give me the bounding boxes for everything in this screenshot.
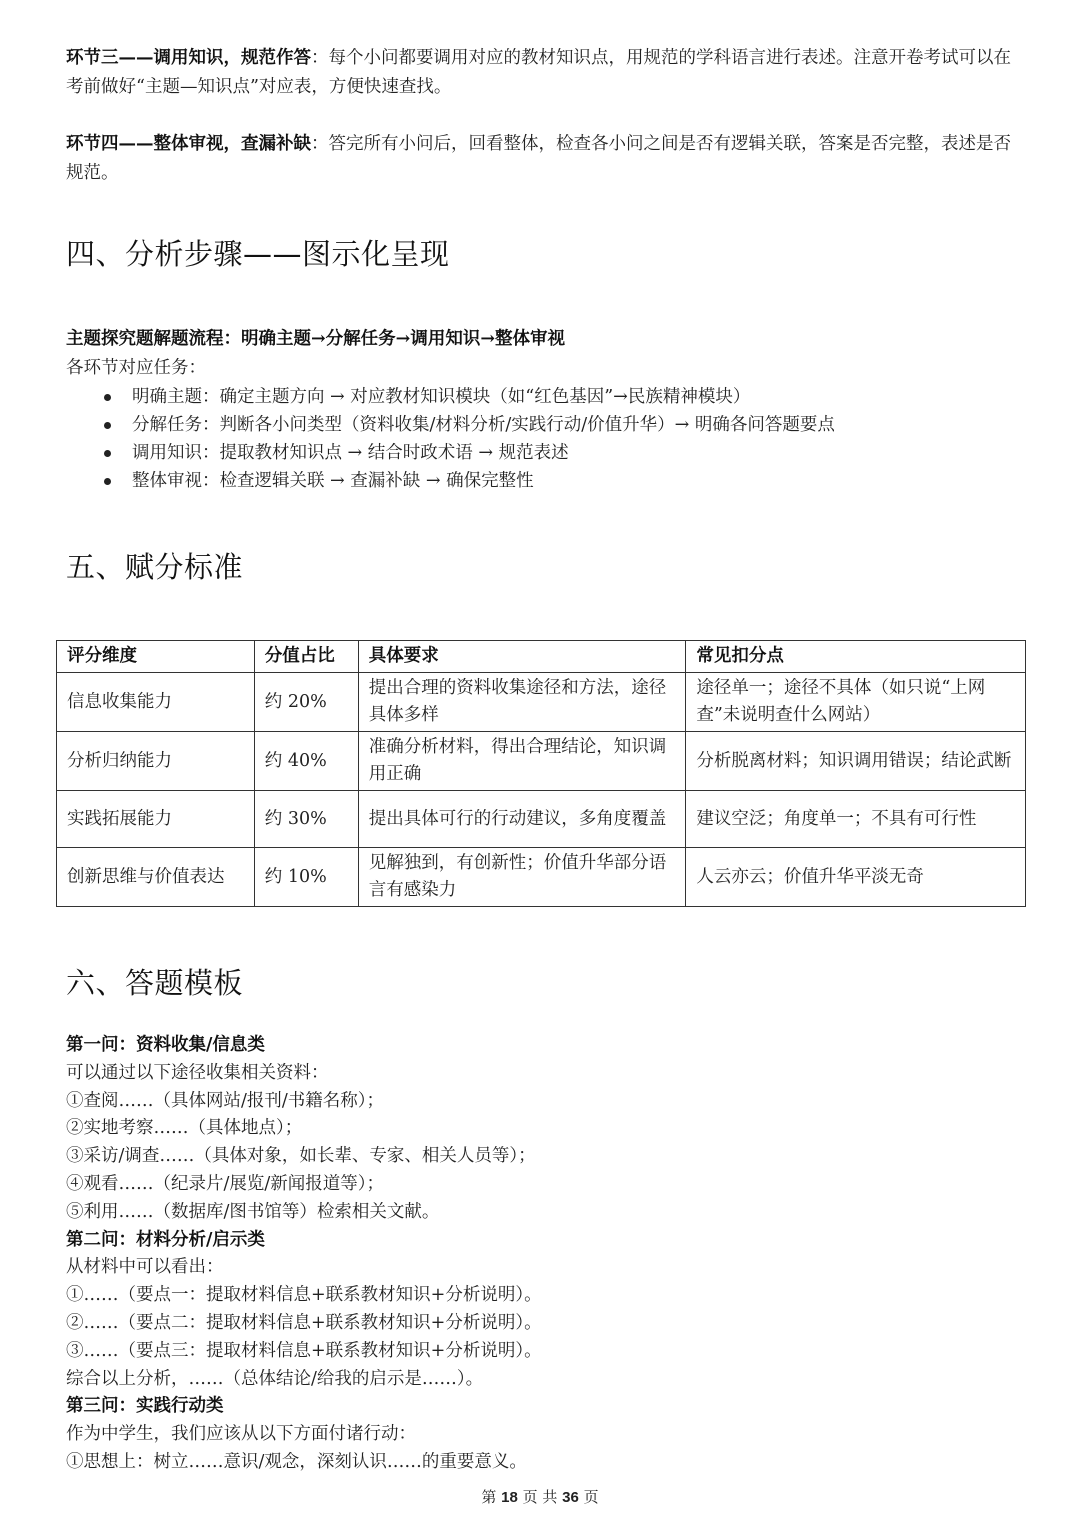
table-cell: 建议空泛；角度单一；不具有可行性	[686, 791, 1026, 848]
answer-template	[66, 1032, 1024, 1477]
current-page-number: 18	[501, 1489, 518, 1506]
template-line: 综合以上分析，……（总体结论/给我的启示是……）。	[66, 1368, 484, 1389]
section6-heading: 六、答题模板	[66, 966, 244, 1000]
table-cell: 提出具体可行的行动建议，多角度覆盖	[358, 791, 686, 848]
footer-suffix: 页	[583, 1488, 599, 1506]
footer-prefix: 第	[481, 1488, 497, 1506]
task-bullet-list	[66, 383, 1024, 495]
template-line: 从材料中可以看出：	[66, 1257, 224, 1278]
footer-mid: 页 共	[522, 1488, 558, 1506]
section5-heading: 五、赋分标准	[66, 550, 244, 584]
template-line: 可以通过以下途径收集相关资料：	[66, 1062, 329, 1083]
table-row	[57, 673, 1026, 732]
template-line: ①查阅……（具体网站/报刊/书籍名称）；	[66, 1090, 385, 1111]
table-cell: 约 10%	[254, 848, 358, 907]
column-header: 评分维度	[57, 641, 255, 673]
column-header: 分值占比	[254, 641, 358, 673]
table-cell: 信息收集能力	[57, 673, 255, 732]
table-cell: 见解独到，有创新性；价值升华部分语言有感染力	[358, 848, 686, 907]
step3-title: 环节三——调用知识，规范作答	[66, 48, 311, 68]
list-item: 明确主题：确定主题方向 → 对应教材知识模块（如“红色基因”→民族精神模块）	[104, 383, 1024, 411]
question3-title: 第三问：实践行动类	[66, 1396, 224, 1417]
template-line: ①……（要点一：提取材料信息+联系教材知识+分析说明）。	[66, 1285, 542, 1306]
table-cell: 约 20%	[254, 673, 358, 732]
step4-text: ：答完所有小问后，回看整体，检查各小问之间是否有逻辑关联，答案是否完整，表述是否规范。	[66, 134, 1011, 183]
template-line: ③……（要点三：提取材料信息+联系教材知识+分析说明）。	[66, 1340, 542, 1361]
step3-paragraph	[66, 44, 1024, 102]
table-cell: 准确分析材料，得出合理结论，知识调用正确	[358, 732, 686, 791]
list-item: 分解任务：判断各小问类型（资料收集/材料分析/实践行动/价值升华）→ 明确各问答题要点	[104, 411, 1024, 439]
table-row	[57, 848, 1026, 907]
total-page-number: 36	[562, 1489, 579, 1506]
document-page	[66, 44, 1024, 1477]
template-line: ⑤利用……（数据库/图书馆等）检索相关文献。	[66, 1201, 440, 1222]
table-cell: 人云亦云；价值升华平淡无奇	[686, 848, 1026, 907]
scoring-table	[56, 640, 1026, 907]
step4-paragraph	[66, 130, 1024, 188]
table-header-row	[57, 641, 1026, 673]
list-item: 调用知识：提取教材知识点 → 结合时政术语 → 规范表述	[104, 439, 1024, 467]
template-line: ②……（要点二：提取材料信息+联系教材知识+分析说明）。	[66, 1312, 542, 1333]
table-cell: 约 30%	[254, 791, 358, 848]
question1-title: 第一问：资料收集/信息类	[66, 1035, 265, 1055]
flow-title: 主题探究题解题流程：明确主题→分解任务→调用知识→整体审视	[66, 329, 565, 349]
step3-text: ：每个小问都要调用对应的教材知识点，用规范的学科语言进行表述。注意开卷考试可以在考前做好“主题—知识点”对应表，方便快速查找。	[66, 48, 1011, 97]
table-cell: 创新思维与价值表达	[57, 848, 255, 907]
table-cell: 提出合理的资料收集途径和方法，途径具体多样	[358, 673, 686, 732]
table-row	[57, 791, 1026, 848]
table-cell: 约 40%	[254, 732, 358, 791]
table-cell: 途径单一；途径不具体（如只说“上网查”未说明查什么网站）	[686, 673, 1026, 732]
template-line: ②实地考察……（具体地点）；	[66, 1118, 303, 1139]
column-header: 具体要求	[358, 641, 686, 673]
template-line: ③采访/调查……（具体对象，如长辈、专家、相关人员等）；	[66, 1146, 536, 1167]
template-line: ④观看……（纪录片/展览/新闻报道等）；	[66, 1173, 385, 1194]
page-footer	[0, 1486, 1080, 1507]
list-item: 整体审视：检查逻辑关联 → 查漏补缺 → 确保完整性	[104, 467, 1024, 495]
table-cell: 分析脱离材料；知识调用错误；结论武断	[686, 732, 1026, 791]
step4-title: 环节四——整体审视，查漏补缺	[66, 134, 311, 154]
table-cell: 分析归纳能力	[57, 732, 255, 791]
template-line: 作为中学生，我们应该从以下方面付诸行动：	[66, 1424, 416, 1445]
table-cell: 实践拓展能力	[57, 791, 255, 848]
section4-heading: 四、分析步骤——图示化呈现	[66, 237, 450, 271]
table-row	[57, 732, 1026, 791]
tasks-label: 各环节对应任务：	[66, 358, 206, 378]
column-header: 常见扣分点	[686, 641, 1026, 673]
question2-title: 第二问：材料分析/启示类	[66, 1229, 265, 1250]
template-line: ①思想上：树立……意识/观念，深刻认识……的重要意义。	[66, 1451, 527, 1472]
